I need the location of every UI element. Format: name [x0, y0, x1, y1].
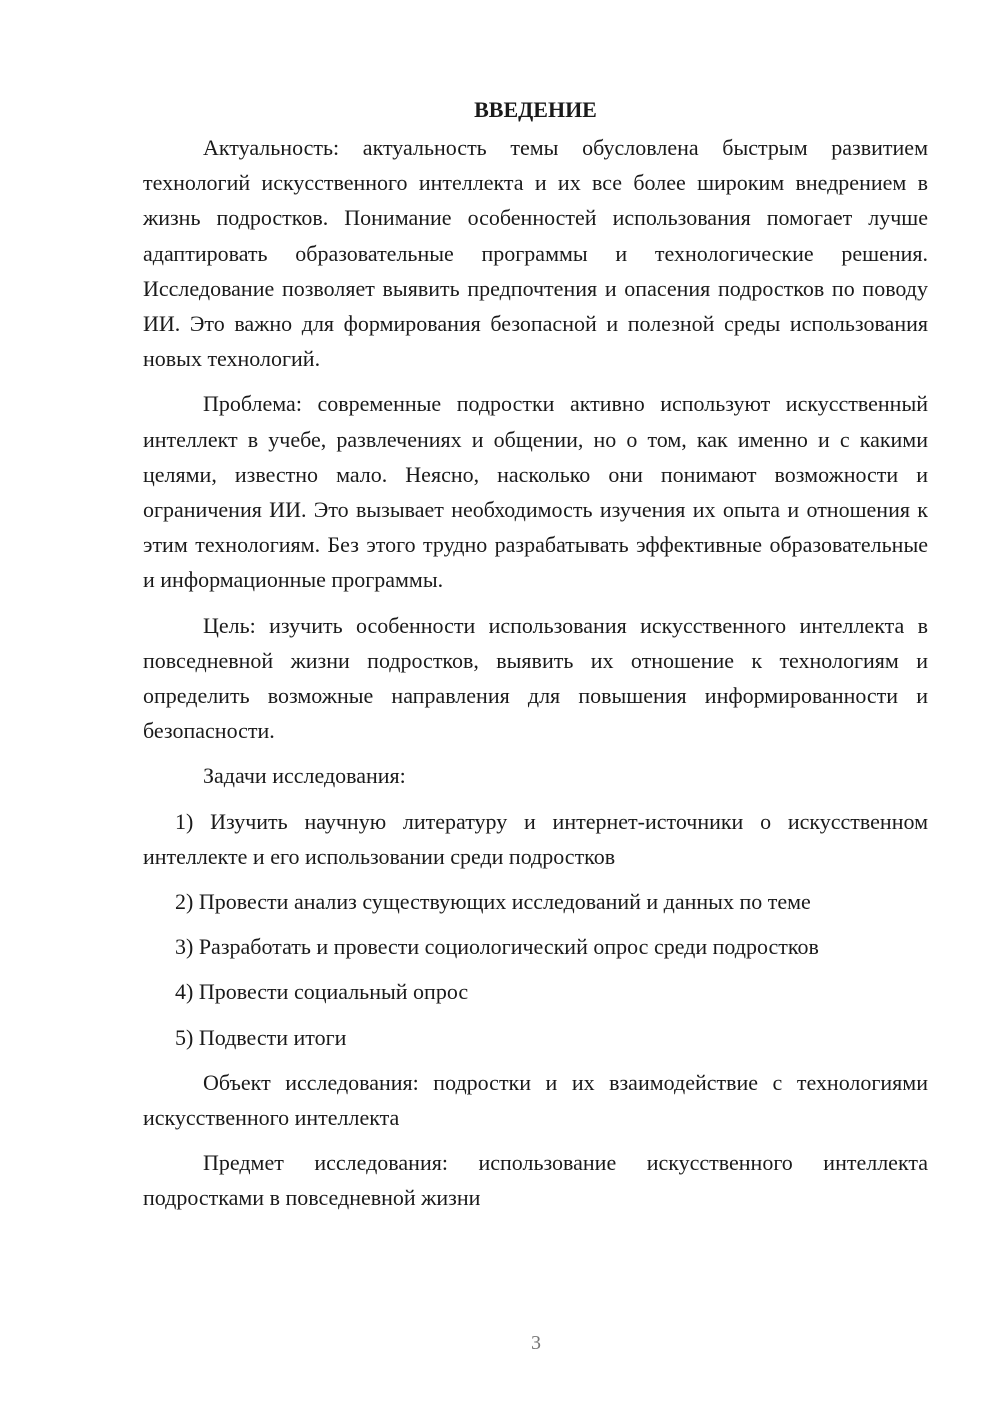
subject-paragraph: Предмет исследования: использование искусственного интеллекта подростками в повседневной жизни — [143, 1150, 928, 1211]
tasks-title: Задачи исследования: — [203, 763, 406, 789]
goal-paragraph: Цель: изучить особенности использования искусственного интеллекта в повседневной жизни подростков, выявить их отношение к технологиям и определить возможные направления для повышения информированности и безопасности. — [143, 612, 928, 744]
page-content — [143, 92, 928, 1226]
page-number: 3 — [531, 1332, 541, 1354]
relevance-paragraph: Актуальность: актуальность темы обусловлена быстрым развитием технологий искусственного интеллекта и их все более широким внедрением в жизнь подростков. Понимание особенностей использования помогает лучше адаптировать образовательные программы и технологические решения. Исследование позволяет выявить предпочтения и опасения подростков по поводу ИИ. Это важно для формирования безопасной и полезной среды использования новых технологий. — [143, 135, 928, 372]
task-item: 4) Провести социальный опрос — [175, 979, 469, 1005]
task-item: 2) Провести анализ существующих исследований и данных по теме — [175, 889, 811, 915]
task-item: 1) Изучить научную литературу и интернет-источники о искусственном интеллекте и его использовании среди подростков — [143, 808, 928, 869]
section-heading: ВВЕДЕНИЕ — [474, 97, 597, 122]
task-item: 5) Подвести итоги — [175, 1024, 347, 1050]
task-item: 3) Разработать и провести социологический опрос среди подростков — [175, 934, 819, 960]
object-paragraph: Объект исследования: подростки и их взаимодействие с технологиями искусственного интеллекта — [143, 1069, 928, 1131]
problem-paragraph: Проблема: современные подростки активно используют искусственный интеллект в учебе, развлечениях и общении, но о том, как именно и с какими целями, известно мало. Неясно, насколько они понимают возможности и ограничения ИИ. Это вызывает необходимость изучения их опыта и отношения к этим технологиям. Без этого трудно разрабатывать эффективные образовательные и информационные программы. — [143, 391, 928, 593]
tasks-list — [143, 804, 928, 1055]
